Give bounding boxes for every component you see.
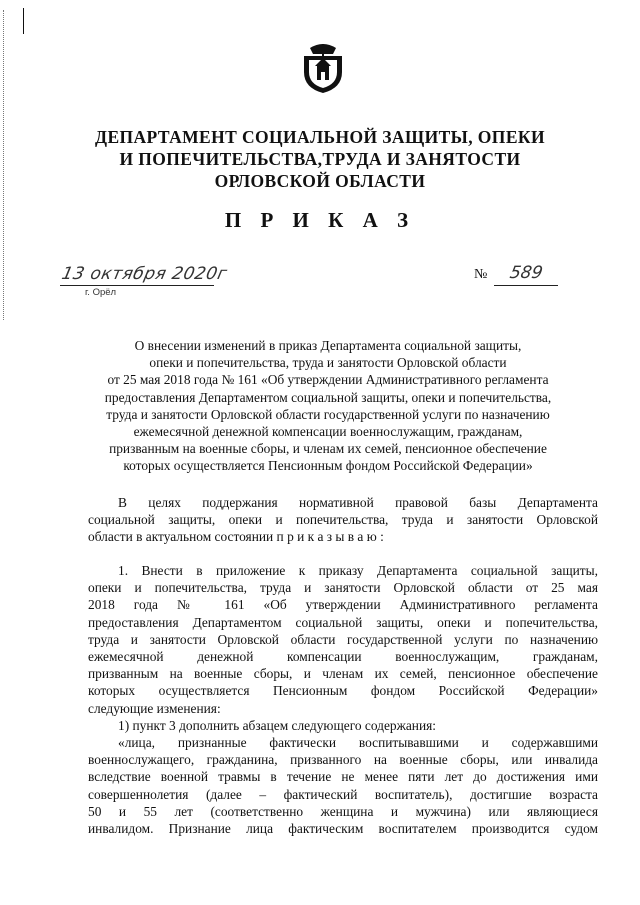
department-name [0,126,640,192]
order-number-handwritten: 589 [508,263,545,283]
subject-line: ежемесячной денежной компенсации военнослужащим, гражданам, [133,424,523,440]
body-line: 1) пункт 3 дополнить абзацем следующего содержания: [118,717,437,733]
body-line: В целях поддержания нормативной правовой базы Департамента [118,495,598,510]
department-line-1: ДЕПАРТАМЕНТ СОЦИАЛЬНОЙ ЗАЩИТЫ, ОПЕКИ [95,127,545,147]
body-line: социальной защиты, опеки и попечительства, труда и занятости Орловской [88,512,598,528]
body-line: военнослужащего, гражданина, призванного на военные сборы, или инвалида [88,752,598,768]
body-line: совершеннолетия (далее – фактический воспитатель), достигшие возраста [88,786,598,802]
body-line: 1. Внести в приложение к приказу Департамента социальной защиты, [118,563,598,578]
body-line: вследствие военной травмы в течение не менее пяти лет до достижения ими [88,769,598,785]
subject-line: О внесении изменений в приказ Департамента социальной защиты, [134,338,522,353]
date-underline [60,285,214,286]
body-line: труда и занятости Орловской области государственной услуги по назначению [88,631,598,647]
department-line-2: И ПОПЕЧИТЕЛЬСТВА,ТРУДА И ЗАНЯТОСТИ [119,149,521,169]
body-line: «лица, признанные фактически воспитывавшими и содержавшими [118,735,598,751]
subject-line: которых осуществляется Пенсионным фондом Российской Федерации» [123,458,533,474]
body-line: опеки и попечительства, труда и занятости Орловской области от 25 мая [88,580,598,596]
oryol-coat-of-arms-icon [300,42,346,94]
body-line: инвалидом. Признание лица фактическим воспитателем производится судом [88,821,598,837]
body-line: призванным на военные сборы, и членам их семей, пенсионное обеспечение [88,666,598,682]
body-line: следующие изменения: [88,700,221,716]
subject-line: предоставления Департаментом социальной защиты, опеки и попечительства, [104,389,552,405]
city-label: г. Орёл [85,287,117,298]
subject-line: труда и занятости Орловской области государственной услуги по назначению [106,406,550,422]
order-body [88,562,598,837]
number-underline [494,285,558,286]
body-line: области в актуальном состоянии п р и к а з ы в а ю : [88,529,384,545]
subject-line: от 25 мая 2018 года № 161 «Об утверждении Административного регламента [107,372,549,388]
subject-line: призванным на военные сборы, и членам их семей, пенсионное обеспечение [109,441,547,457]
margin-mark [23,8,24,34]
department-line-3: ОРЛОВСКОЙ ОБЛАСТИ [214,171,426,191]
order-subject [88,337,568,475]
body-line: 50 и 55 лет (соответственно женщина и мужчина) или являющиеся [88,803,598,819]
body-line: предоставления Департаментом социальной защиты, опеки и попечительства, [88,614,598,630]
body-line: 2018 года № 161 «Об утверждении Административного регламента [88,597,598,613]
body-line: которых осуществляется Пенсионным фондом Российской Федерации» [88,683,598,699]
order-date-handwritten: 13 октября 2020г [59,264,230,284]
preamble-paragraph [88,494,598,546]
order-title: П Р И К А З [224,208,416,232]
order-number-label: № [474,267,488,282]
subject-line: опеки и попечительства, труда и занятости Орловской области [149,355,507,371]
body-line: ежемесячной денежной компенсации военнослужащим, гражданам, [88,649,598,665]
